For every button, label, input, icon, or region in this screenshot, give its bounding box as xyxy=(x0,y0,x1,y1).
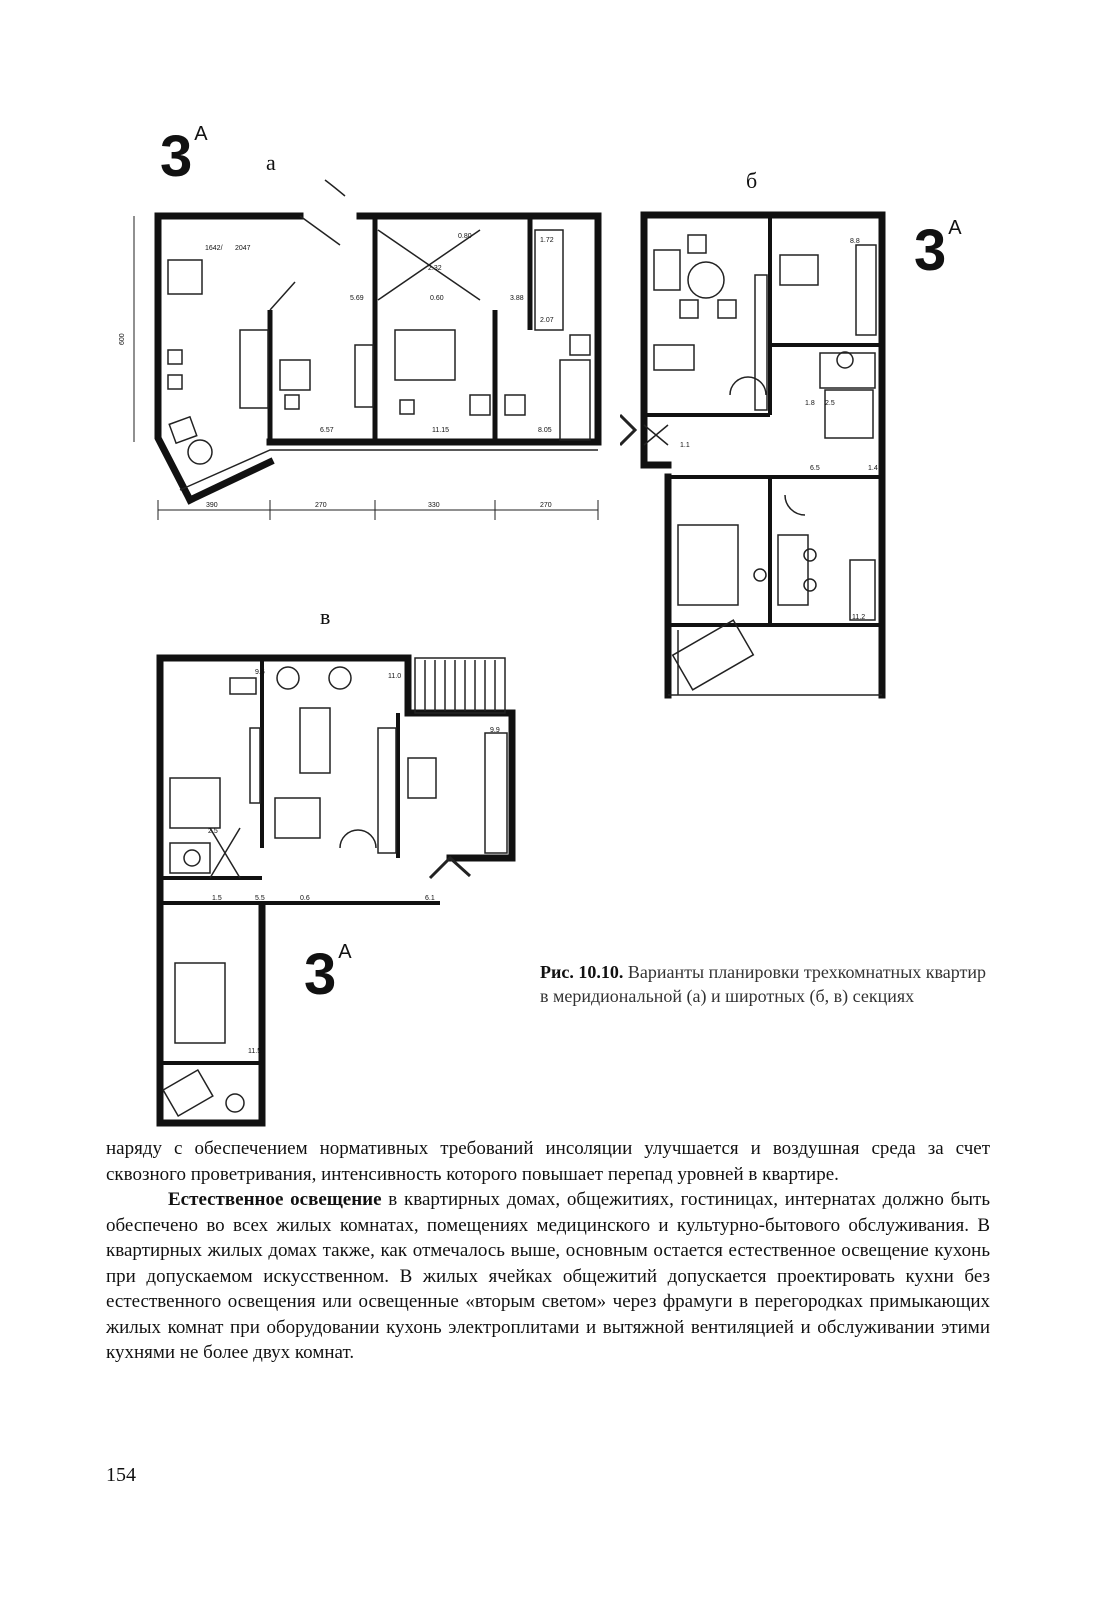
plan-a-dim: 600 xyxy=(119,333,126,345)
plan-a-num: 1.72 xyxy=(540,237,554,244)
plan-a-num: 5.69 xyxy=(350,295,364,302)
plan-b-num: 1.4 xyxy=(868,465,878,472)
plan-a-num: 0.60 xyxy=(430,295,444,302)
apartment-tag-a: 3 $^А$ xyxy=(160,123,208,189)
plan-b-num: 8.8 xyxy=(850,238,860,245)
plan-a-num: 2047 xyxy=(235,245,251,252)
plan-b-num: 1.1 xyxy=(680,442,690,449)
plan-a-dim: 270 xyxy=(315,502,327,509)
plan-b-num: 2.5 xyxy=(825,400,835,407)
plan-a-dim: 270 xyxy=(540,502,552,509)
floor-plan-a xyxy=(110,170,630,530)
plan-a-num: 3.88 xyxy=(510,295,524,302)
figure-label-b: б xyxy=(746,168,758,193)
apartment-tag-b: 3 $^А$ xyxy=(914,217,962,283)
plan-b-num: 6.5 xyxy=(810,465,820,472)
figure-label-a: а xyxy=(266,150,276,175)
plan-v-num: 2.5 xyxy=(208,828,218,835)
plan-a-num: 8.05 xyxy=(538,427,552,434)
plan-b-num: 1.8 xyxy=(805,400,815,407)
caption-title: Рис. 10.10. xyxy=(540,962,624,982)
plan-v-num: 1.5 xyxy=(212,895,222,902)
plan-v-num: 11.0 xyxy=(388,673,402,680)
plan-v-num: 11.5 xyxy=(248,1048,262,1055)
plan-a-num: 0.80 xyxy=(458,233,472,240)
plan-b-num: 11.2 xyxy=(852,614,866,621)
figure-label-v: в xyxy=(320,604,331,629)
plan-a-num: 2.07 xyxy=(540,317,554,324)
paragraph-2-bold: Естественное освещение xyxy=(168,1189,382,1210)
plan-a-num: 1642/ xyxy=(205,245,223,252)
plan-v-num: 5.5 xyxy=(255,895,265,902)
plan-a-num: 11.15 xyxy=(432,427,449,434)
plan-v-num: 0.6 xyxy=(300,895,310,902)
plan-v-num: 6.1 xyxy=(425,895,435,902)
paragraph-2 xyxy=(106,1187,990,1366)
plan-v-num: 9.9 xyxy=(490,727,500,734)
plan-a-dim: 390 xyxy=(206,502,218,509)
floor-plan-v xyxy=(150,648,530,1128)
floor-plan-b xyxy=(620,205,900,705)
plan-a-num: 2.32 xyxy=(428,265,442,272)
page-number: 154 xyxy=(106,1464,136,1486)
paragraph-1: наряду с обеспечением нормативных требований инсоляции улучшается и воздушная среда за счет сквозного проветривания, интенсивность которого повышает перепад уровней в квартире. xyxy=(106,1138,990,1185)
plan-a-dim: 330 xyxy=(428,502,440,509)
paragraph-2-rest: в квартирных домах, общежитиях, гостиницах, интернатах должно быть обеспечено во всех жилых комнатах, помещениях медицинского и культурно-бытового обслуживания. В квартирных жилых домах также, как отмечалось выше, основным остается естественное освещение кухонь при допускаемом искусственном. В жилых ячейках общежитий допускается проектировать кухни без естественного освещения или освещенные «вторым светом» через фрамуги в перегородках примыкающих жилых комнат при оборудовании кухонь электроплитами и вытяжной вентиляцией и обслуживании этими кухнями не более двух комнат. xyxy=(106,1189,990,1363)
apartment-tag-v: 3 $^А$ xyxy=(304,941,352,1007)
body-text xyxy=(106,1136,990,1366)
figure-caption xyxy=(540,960,990,1008)
plan-v-num: 9.5 xyxy=(255,669,265,676)
plan-a-num: 6.57 xyxy=(320,427,334,434)
caption-text: Варианты планировки трехкомнатных квартир в меридиональной (а) и широтных (б, в) секциях xyxy=(540,962,987,1006)
